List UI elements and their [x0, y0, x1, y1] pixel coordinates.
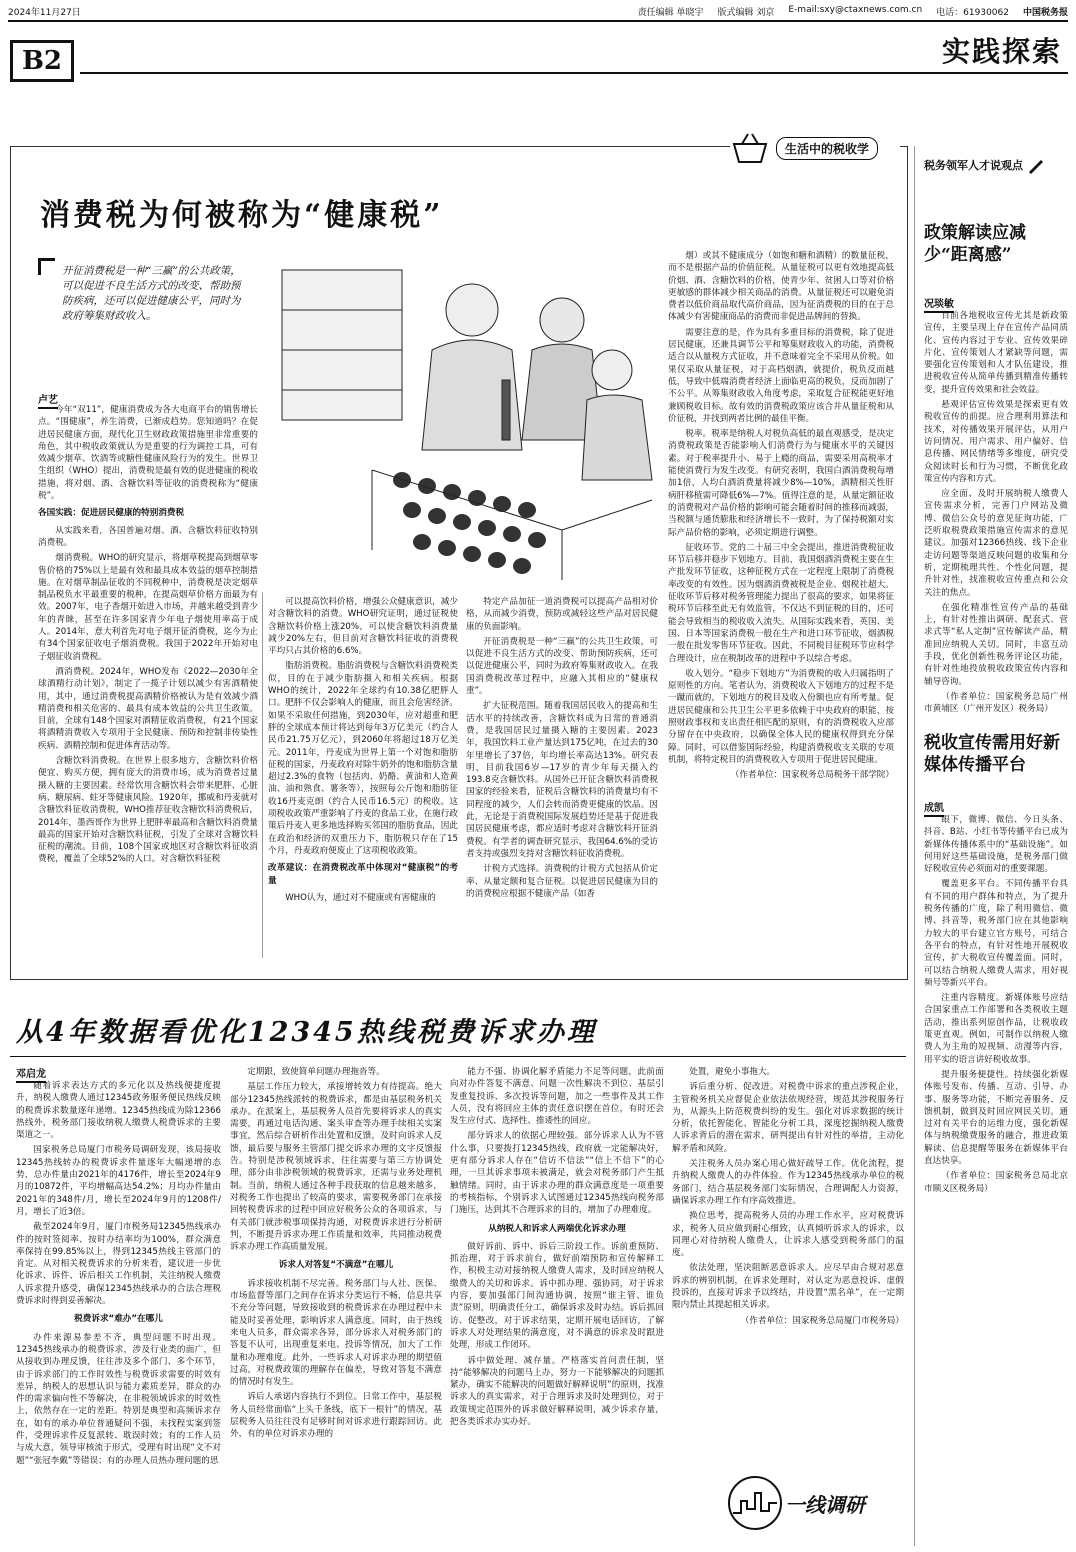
article1-col1 — [38, 404, 258, 960]
sidebar-header — [924, 146, 1068, 184]
wine-shop-illustration — [262, 250, 662, 580]
paragraph: 目前各地税收宣传尤其是新政策宣传，主要呈现上存在宣传产品同质化、宣传内容过于专业、宣传效果碎片化、宣传策划人才紧缺等问题，需要强化宣传策划和人才队伍建设，推进税收宣传从简单传播到精准传播转变，提升宣传效果和社会效益。 — [924, 311, 1068, 395]
sidebar-item1-author: 况琰敏 — [924, 295, 954, 313]
paragraph: 定期跟，致使简单问题办理拖沓等。 — [247, 1067, 385, 1077]
page-code: B2 — [10, 40, 74, 82]
paragraph: 诉求接收机制不尽完善。税务部门与人社、医保、市场监督等部门之间存在诉求分类运行不畅，信息共享不充分等问题，导致接收到的税费诉求在办理过程中未能及时妥善处理，影响诉求人满意度。同时，由于热线来电人员多，群众需求各异，部分诉求人对税务部门的答复不认可，出现重复来电、投诉等情况，加大了工作量和办理难度。此外，一些诉求人对诉求办理的期望值过高，对税费政策的理解存在偏差，导致对答复不满意的情况时有发生。 — [230, 1278, 442, 1388]
article2-author: 邓启龙 — [16, 1065, 46, 1083]
sidebar-item2-title: 税收宣传需用好新媒体传播平台 — [924, 733, 1060, 775]
sidebar-item2-author: 成凯 — [924, 799, 944, 817]
article2-col2 — [230, 1066, 442, 1542]
column-divider — [262, 592, 263, 958]
paragraph: 注重内容精度。新媒体账号应结合国家重点工作部署和各类税收主题活动，推出系列原创作品，让税收政策更直观。例如，可制作以纳税人缴费人为主角的短视频、动漫等内容，用平实的语言讲好税收故事。 — [924, 993, 1068, 1065]
paragraph: 悬观评估宣传效果是探索更有效税收宣传的前提。应合理利用算法和技术，对传播效果开展评估，从用户访问情况、用户需求、用户偏好、信息传播、网民情绪等多维度，研究受众阅读时长和行为习惯，不断优化政策宣传内容和方式。 — [924, 400, 1068, 484]
paragraph: 做好诉前、诉中、诉后三阶段工作。诉前重预防、抓治理，对于诉求前台，做好前端预防和宣传解释工作，积极主动对接纳税人缴费人需求，及时回应纳税人缴费人的关切和诉求。诉中抓办理、强协同，对于诉求内容，要加强部门间沟通协调，按照“谁主管、谁负责”原则，明确责任分工，确保诉求及时办结。诉后抓回访、促整改，对于诉求结果，定期开展电话回访，了解诉求人对处理结果的满意度，对不满意的诉求及时跟进处理，形成工作闭环。 — [450, 1241, 664, 1351]
column-tag: 生活中的税收学 — [776, 137, 878, 160]
sidebar-divider — [914, 146, 915, 1546]
shopping-basket-icon — [730, 130, 770, 166]
paragraph: 可以提高饮料价格，增强公众健康意识，减少对含糖饮料的消费。WHO研究证明，通过征税使含糖饮料价格上涨20%，可以使含糖饮料消费量减少20%左右，但目前对含糖饮料征收的消费税平均只占其价格的6.6%。 — [268, 597, 458, 657]
paragraph: 随着诉求表达方式的多元化以及热线便捷度提升，纳税人缴费人通过12345政务服务便民热线反映的税费诉求数量逐年递增。12345热线成为除12366热线外，税务部门接收纳税人缴费人税费诉求的主要渠道之一。 — [16, 1081, 221, 1141]
paragraph: 含糖饮料消费税。在世界上很多地方，含糖饮料价格便宜、购买方便，拥有庞大的消费市场，成为消费者过量摄入糖的主要因素。经常饮用含糖饮料会带来肥胖、心脏病、糖尿病、蛀牙等健康风险。1920年，挪威和丹麦就对含糖饮料征收消费税，WHO推荐征收含糖饮料消费税后，2014年，墨西哥作为世界上肥胖率最高和含糖饮料消费量最高的国家开始对含糖饮料征税，引发了全球对含糖饮料征税的潮流。目前，108个国家或地区对含糖饮料征收消费税，覆盖了全球52%的人口。对含糖饮料征税 — [38, 756, 258, 865]
pull-quote: 开征消费税是一种“三赢”的公共政策，可以促进不良生活方式的改变、帮助预防疾病，还可以促进健康公平，同时为政府筹集财政收入。 — [62, 265, 241, 322]
paragraph: 开征消费税是一种“三赢”的公共卫生政策，可以促进不良生活方式的改变、帮助预防疾病，还可以促进健康公平，同时为政府筹集财政收入。在我国消费税改革过程中，应融入其相应的“健康权重”。 — [466, 636, 658, 697]
paragraph: 扩大征税范围。随着我国居民收入的提高和生活水平的持续改善，含糖饮料成为日常的普通消费，是我国居民过量摄入糖的主要因素。2023年，我国饮料工业产量达到175亿吨，在过去的30年里增长了37倍，年均增长率高达13%。研究表明，目前我国6岁—17岁的青少年每天摄入约193.8克含糖饮料。从国外已开征含糖饮料消费税国家的经验来看，征税后含糖饮料的消费量均有不同程度的减少，人们会转而消费更健康的饮品。因此，无论是于消费税国际发展趋势还是基于促进我国居民健康考虑，都应适时考虑对含糖饮料开征消费税。有学者的调查研究显示，我国64.6%的受访者支持或强烈支持对含糖饮料征收消费税。 — [466, 701, 658, 859]
illustration-svg — [262, 250, 662, 580]
paragraph: 脂肪消费税。脂肪消费税与含糖饮料消费税类似，目的在于减少脂肪摄入和相关疾病。根据WHO的统计，2022年全球约有10.38亿肥胖人口。肥胖不仅会影响人的健康，而且会危害经济。如果不采取任何措施，到2030年，应对超重和肥胖的全球成本预计将达到每年3万亿美元（约合人民币21.75万亿元），到2060年将超过18万亿美元。2011年，丹麦成为世界上第一个对饱和脂肪征税的国家，丹麦政府对除牛奶外的饱和脂肪含量超过2.3%的食物（包括肉、奶酪、黄油和人造黄油、油和熟食、薯条等），按照每公斤饱和脂肪征收16丹麦克朗（约合人民币16.5元）的税收。这项税收政策严重影响了丹麦的食品工业，在施行政策后丹麦人更多地选择购买邻国的脂肪食品，因此在政治和经济的双重压力下，脂肪税只存在了15个月，丹麦政府便废止了这项税收政策。 — [268, 661, 458, 856]
paragraph: 在强化精准性宣传产品的基础上，有针对性推出调研、配套式、营求式等“私人定制”宣传解读产品，精准回应纳税人关切。同时，丰富互动手段，优化创新性税务评论区功能，有针对性地投放税收政策宣传内容和辅导咨询。 — [924, 602, 1068, 687]
paragraph: 烟）或其不健康成分（如饱和糖和酒精）的数量征税，而不是根据产品的价值征税。从量征税可以更有效地提高低价烟、酒、含糖饮料的价格，使青少年、贫困人口等对价格更敏感的群体减少相关商品的消费。从量征税还可以避免消费者以低价商品取代高价商品，因为征消费税的目的在于总体减少有害健康商品的消费而非促进品牌间的替换。 — [668, 251, 894, 323]
paragraph: 应全面、及时开展纳税人缴费人宣传需求分析，完善门户网站及微博、微信公众号的意见征询功能，广泛听取税费政策措施宣传需求的意见建议。加强对12366热线、线下企业走访问题等渠道反映问题的收集和分析，定期梳理共性、个性化问题，提升针对性，找准税收宣传重点和公众关注的焦点。 — [924, 489, 1068, 598]
article2-col3 — [450, 1066, 664, 1542]
paragraph: 收入划分。“稳步下划地方”为消费税的收入归属指明了原则性的方向。笔者认为，消费税收入下划地方的过程不是一蹴而就的，下划地方的税目及收入份额也应有所考量。促进居民健康和公共卫生公平更多依赖于中央政府的职能，按照财政事权和支出责任相匹配的原则，有的消费税收入应部分留存在中央政府，以确保全体人民的健康权得到充分保障。同时，可以借鉴国际经验，构建消费税收支关联的专项机制，将特定税目的消费税收入专项用于促进居民健康。 — [668, 668, 894, 765]
paragraph: 特定产品加征一道消费税可以提高产品相对价格，从而减少消费，预防或减轻这些产品对居民健康的负面影响。 — [466, 597, 658, 632]
column-tag-box — [730, 128, 900, 168]
sidebar-item2-body — [924, 814, 1068, 1542]
section-rule — [80, 72, 1068, 74]
author-affiliation: （作者单位：国家税务总局厦门市税务局） — [740, 1315, 904, 1326]
paragraph: 部分诉求人的依据心理较强。部分诉求人认为不管什么事，只要拨打12345热线，政府就一定能解决好，更有部分诉求人存在“信访不信法”“信上不信下”的心理，一旦其诉求事项未被满足，就会对税务部门产生抵触情绪。同时，由于诉求办理的群众满意度是一项重要的考核指标，个别诉求人试图通过12345热线向税务部门施压，达到其不合理诉求的目的，增加了办理难度。 — [450, 1131, 664, 1216]
paragraph: 基层工作压力较大，承接增转效力有待提高。绝大部分12345热线派转的税费诉求，都是由基层税务机关承办。在派案上，基层税务人员首先要将诉求人的真实需要，再通过电话沟通、案头审查等办理手续相关实案事宜，然后综合研析作出处置和反馈，及时向诉求人反馈，最后要与服务主管部门提交诉求办理的文字反馈报告。特别是涉税领域诉求，往往需要与第三方协调处理，部分由非涉税领域的税费诉求，还需与业务处理机制。当前，纳税人通过各种手段获取的信息越来越多，对税务工作也提出了较高的要求，需要税务部门在承接回转税费诉求的过程中回应好税务公众的各项诉求，与有关部门就涉税事项保持沟通，对税费诉求进行分析研判，不断提升诉求办理工作质量和效率，共同推动税费诉求办理工作高质量发展。 — [230, 1082, 442, 1253]
paragraph: 能力不强、协调化解矛盾能力不足等问题，此前面向对办件答复不满意、问题一次性解决不到位、基层引发重复投诉、多次投诉等问题，加之一些事件及其工作人员，没有将回应主体的责任意识摆在首位，有时还会发生应付式、选择性、推诿性的回应。 — [450, 1067, 664, 1127]
section-title: 实践探索 — [941, 35, 1062, 68]
masthead-bar — [8, 4, 1068, 18]
subheading: 诉求人对答复“不满意”在哪儿 — [278, 1260, 394, 1271]
author-affiliation: （作者单位：国家税务总局税务干部学院） — [730, 770, 894, 781]
subheading: 改革建议：在消费税改革中体现对“健康税”的考量 — [268, 863, 458, 886]
pen-icon — [1027, 156, 1045, 174]
paper-name: 中国税务报 — [1022, 7, 1068, 18]
paragraph: 诉中做处理、减存量。严格落实首问责任制，坚持“能够解决的问题马上办，努力一下能够解决的问题抓紧办，确实不能解决的问题做好解释说明”的原则，找准诉求人的真实需求，对于合理诉求及时处理到位，对于政策规定范围外的诉求做好解释说明，减少诉求存量，把各类诉求办实办好。 — [450, 1355, 664, 1428]
article2-rule — [10, 1056, 906, 1057]
email: E-mail:sxy@ctaxnews.com.cn — [788, 4, 923, 15]
paragraph: 酒消费税。2024年，WHO发布《2022—2030年全球酒精行动计划》，制定了一揽子计划以减少有害酒精使用，其中，通过消费税提高酒精价格被认为是有效减少酒精消费和相关危害的、最具有成本效益的公共卫生政策。目前，全球有148个国家对酒精征收消费税，有21个国家将酒精消费收入专项用于全民健康、预防和控制非传染性疾病、酒精控制和促进体育活动等。 — [38, 666, 258, 751]
paragraph: 国家税务总局厦门市税务局调研发现，该局接收12345热线转办的税费诉求件量逐年大幅递增的态势，总办件量由2021年的4176件，增长至2024年9月的10872件，平均增幅高达54.2%；月均办件量由2021年的348件/月，增长至2024年9月的1208件/月，增长了近3倍。 — [16, 1145, 221, 1217]
paragraph: 征收环节。党的二十届三中全会提出，推进消费税征收环节后移并稳步下划地方。目前，我国烟酒消费税主要在生产批发环节征收，这种征税方式在一定程度上限制了消费税率改变的有效性。因为烟酒消费被税是企业、烟税社超大。征收环节后移对税务管理能力提出了很高的要求，如果将征税环节后移至此无有效监管，不仅达不到征税的目的，还可能会导致相当的税收收入流失。从国际实践来看，英国、美国、日本等国家消费税一般在生产和进口环节征收，烟酒税一般在批发零售环节征收。因此，不同税目征税环节应科学合理设计，应在税制改革的进程中予以综合考虑。 — [668, 542, 894, 664]
paragraph: 从实践来看，各国普遍对烟、酒、含糖饮料征收特别消费税。 — [38, 525, 258, 548]
issue-date: 2024年11月27日 — [8, 7, 81, 18]
article1-col3 — [466, 596, 658, 960]
article2-title: 从4年数据看优化12345热线税费诉求办理 — [16, 1017, 597, 1048]
article1-col2 — [268, 596, 458, 960]
paragraph: 诉后重分析、促改进。对税费中诉求的重点涉税企业，主管税务机关应督促企业依法依规经营，规范其涉税服务行为，从源头上防范税费纠纷的发生。强化对诉求数据的统计分析，依托智能化、智能化分析工具，深度挖掘纳税人缴费人诉求背后的潜在需求，研判提出有针对性的举措，主动化解矛盾和风险。 — [672, 1082, 904, 1154]
frontline-tag: 一线调研 — [785, 1492, 865, 1517]
paragraph: 烟消费税。WHO的研究显示，将烟草税提高到烟草零售价格的75%以上是最有效和最具成本效益的烟草控制措施。在对烟草制品征收的不同税种中，消费税是决定烟草制品税负水平最重要的税种，在提高烟草价格方面最为有效。2007年，电子香烟开始进入市场，并越来越受到青少年的青睐，甚至在许多国家青少年电子烟使用率高于成人。2014年，意大利首先对电子烟开征消费税，迄今为止有34个国家征收电子烟消费税。我国于2022年开始对电子烟征收消费税。 — [38, 553, 258, 662]
paragraph: 今年“双11”，健康消费成为各大电商平台的销售增长点。“围健康”，养生消费，已渐成趋势。您知道吗？在促进居民健康方面，现代化卫生财政政策措施里非常重要的角色，其中税收政策就认为是重要的行为调控工具，可有效减少烟草、饮酒等或糖性健康风险行为的发生。世界卫生组织（WHO）提出，消费税是最有效的促进健康的税收措施，将对烟、酒、含糖饮料等征收的消费税称为“健康税”。 — [38, 405, 258, 502]
paragraph: 诉后人承诺内容执行不到位。日常工作中，基层税务人员经常面临“上头千条线，底下一根针”的情况，基层税务人员往往没有足够时间对诉求进行跟踪回访。此外，有的单位对诉求办理的 — [230, 1392, 442, 1440]
subheading: 税费诉求“难办”在哪儿 — [74, 1314, 163, 1325]
paragraph: 需要注意的是，作为具有多重目标的消费税，除了促进居民健康，还兼具调节公平和筹集财政收入的功能，消费税适合以从量税方式征收，并不意味着完全不采用从价税。如果仅采取从量征税，对于高档烟酒，就提价，税负反而越低，导致中低端消费者经济上面临更高的税负，反而加剧了不公平。从筹集财政收入角度考虑，采取复合征税能更好地兼顾税收目标。故有效的消费税政策应该合并从量征税和从价征税，并找到两者比例的最佳平衡。 — [668, 327, 894, 424]
article1-author: 卢艺 — [38, 391, 58, 409]
paragraph: 计税方式选择。消费税的计税方式包括从价定率、从量定额和复合征税。以促进居民健康为目的的消费税应根据不健康产品（如香 — [466, 864, 658, 899]
paragraph: 关注税务人员办案心用心做好疏导工作。优化流程，提升纳税人缴费人的办件体验。作为12345热线承办单位的税务部门，结合基层税务部门实际情况，合理调配人力资源，确保诉求办理工作有序高效推进。 — [672, 1159, 904, 1206]
top-rule — [8, 20, 1068, 22]
skyline-icon — [725, 1473, 785, 1533]
paragraph: 税率。税率是纳税人对税负高低的最直观感受，是决定消费税政策是否能影响人们消费行为与健康水平的关键因素。对于税率提升小、易于上瘾的商品，需要采用高税率才能使消费行为发生改变。有研究表明，我国白酒消费税每增加1倍，人均白酒消费量将减少8%—10%，酒精相关性肝病肝移植需可降低6%—7%。值得注意的是，从量定额征收的消费税对产品价格的影响可能会随着时间的推移而减弱，当税额与通货膨胀和经济增长不一致时，为了保持税额对实际产品价格的影响，必须定期进行调整。 — [668, 429, 894, 538]
sidebar-item1-title: 政策解读应减少“距离感” — [924, 223, 1026, 265]
subheading: 从纳税人和诉求人两端优化诉求办理 — [488, 1223, 626, 1234]
paragraph: 覆盖更多平台。不同传播平台具有不同的用户群体和特点，为了提升税务传播的广度，除了利用微信、微博、抖音等，税务部门应在其他影响力较大的平台建立官方账号，可结合各平台的特点，有针对性地开展税收宣传，扩大税收宣传覆盖面。同时，可以结合纳税人缴费人需求，用好视频号等新兴平台。 — [924, 879, 1068, 988]
paragraph: 提升服务便捷性。持续强化新媒体账号发布、传播、互动、引导、办事、服务等功能，不断完善服务、反馈机制，做到及时回应网民关切。通过对有关平台的运维力度，强化新媒体与纳税缴费服务的融合，推进政策解读、信息提醒等服务在新媒体平台直达快享。 — [924, 1069, 1068, 1167]
paragraph: 依法处理，坚决阻断恶意诉求人。应尽早由合规对恶意诉求的辨别机制，在诉求处理时，对认定为恶意投诉、虚假投诉的，直接对诉求予以终结，并设置“黑名单”，在一定期限内禁止其提起相关诉求。 — [672, 1263, 904, 1311]
paragraph: 换位思考，提高税务人员的办理工作水平，应对税费诉求，税务人员应做到耐心细致，认真倾听诉求人的诉求，以同理心对待纳税人缴费人，让诉求人感受到税务部门的温度。 — [672, 1211, 904, 1259]
paragraph: 眼下，微博、微信、今日头条、抖音、B站、小红书等传播平台已成为新媒体传播体系中的“基础设施”。如何用好这些基础设施，是税务部门做好税收宣传必须面对的重要课题。 — [924, 815, 1068, 875]
editor-credit: 责任编辑 单晓宇 — [637, 7, 704, 18]
phone: 电话：61930062 — [936, 7, 1009, 18]
sidebar-item1-body — [924, 310, 1068, 718]
paragraph: 截至2024年9月，厦门市税务局12345热线承办件的按时签阅率、按时办结率均为100%，群众满意率保持在99.85%以上，得到12345热线主管部门的肯定。从对相关税费诉求的分析来看，建议进一步优化诉求、诉件、诉后相关工作机制，关注纳税人缴费人诉求提升感受，确保12345热线承办的合法合理税费诉求时得到妥善解决。 — [16, 1222, 221, 1307]
subheading: 各国实践：促进居民健康的特别消费税 — [38, 508, 185, 519]
designer-credit: 版式编辑 刘京 — [717, 7, 775, 18]
article2-col4 — [672, 1066, 904, 1456]
article2-col1 — [16, 1080, 221, 1542]
frontline-tag-box — [700, 1468, 890, 1538]
article1-title: 消费税为何被称为“健康税” — [40, 198, 444, 233]
author-affiliation: （作者单位：国家税务总局北京市顺义区税务局） — [924, 1171, 1068, 1194]
paragraph: WHO认为，通过对不健康或有害健康的 — [285, 892, 436, 903]
pull-quote-box — [38, 258, 256, 358]
article1-col4 — [668, 250, 894, 962]
paragraph: 处置，避免小事拖大。 — [689, 1067, 776, 1077]
sidebar-header-text: 税务领军人才说观点 — [924, 159, 1023, 172]
author-affiliation: （作者单位：国家税务总局广州市黄埔区（广州开发区）税务局） — [924, 691, 1068, 715]
quote-corner-mark — [38, 258, 55, 275]
paragraph: 办件来源易参差不齐，典型问题不时出现。12345热线承办的税费诉求，涉及行业类的面广，但从接收到办理反馈，往往涉及多个部门、多个环节，由于诉求部门的工作时效性与税费诉求需要的时效有差异，纳税人的思想认识与能力素质差异，群众的办件的需求偏向性不等解决，在非税领域诉求的时效性上，依然存在一定的差距。特别是典型和高频诉求存在，如有的承办单位普通疑问不强，未找程实案到签件，受理诉求件反复派转、耽误时效；有的工作人员与成大意，领导审核流于形式，受理有时出现“文不对题”“张冠李戴”等错误；有的办理人员热办理问题的思 — [16, 1332, 221, 1466]
